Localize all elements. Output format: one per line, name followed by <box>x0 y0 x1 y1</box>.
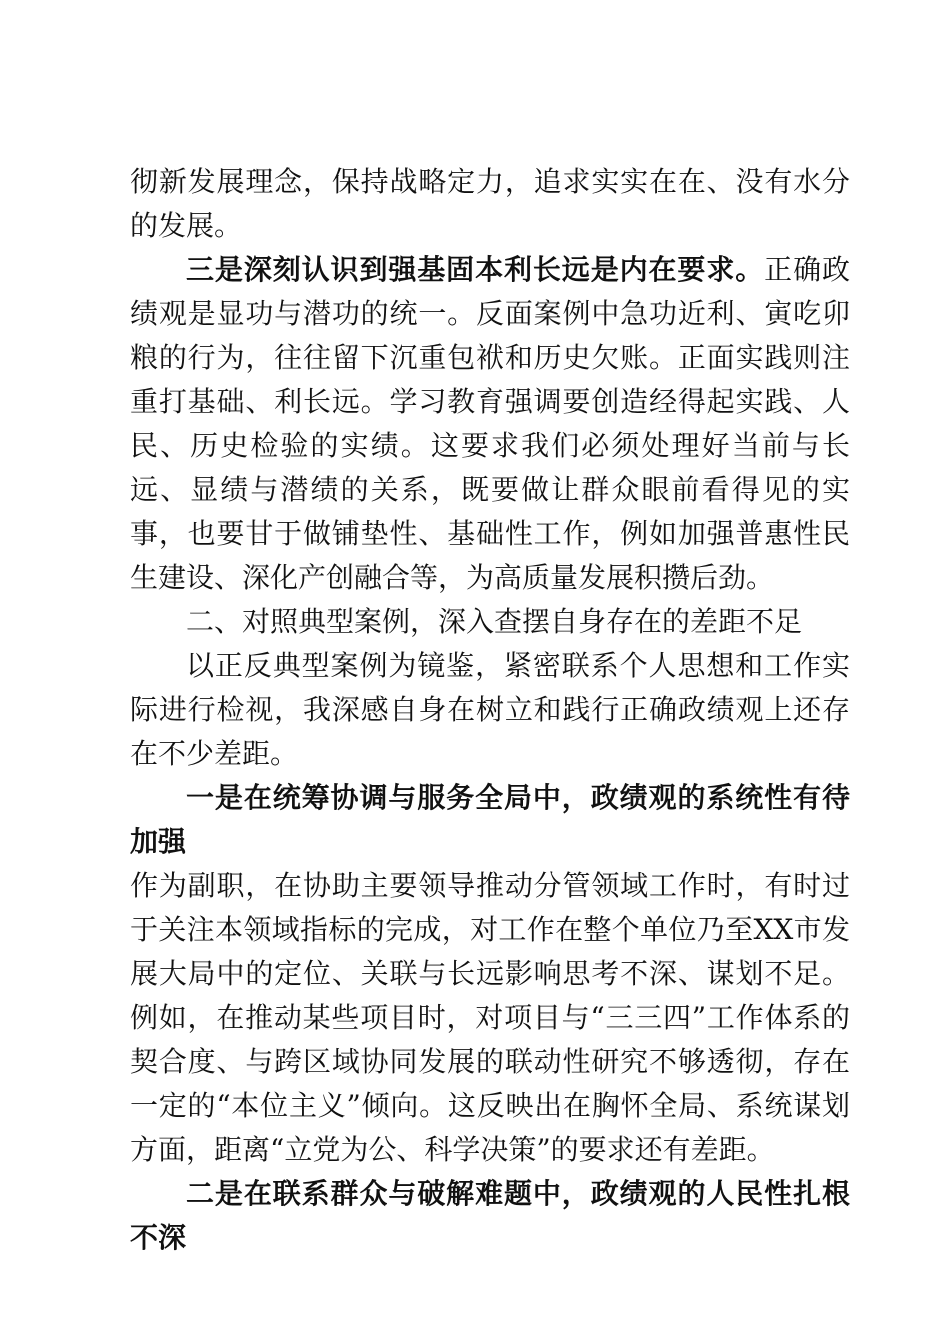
point-two-lead: 二是在联系群众与破解难题中，政绩观的人民性扎根不深 <box>130 1177 850 1254</box>
point-one-body: 作为副职，在协助主要领导推动分管领域工作时，有时过于关注本领域指标的完成，对工作在整个单位乃至XX市发展大局中的定位、关联与长远影响思考不深、谋划不足。例如，在推动某些项目时，对项目与“三三四”工作体系的契合度、与跨区域协同发展的联动性研究不够透彻，存在一定的“本位主义”倾向。这反映出在胸怀全局、系统谋划方面，距离“立党为公、科学决策”的要求还有差距。 <box>130 869 850 1166</box>
section-two-intro <box>130 644 850 776</box>
continuation-paragraph <box>130 160 850 248</box>
paragraph-point-three <box>130 248 850 600</box>
point-three-body: 正确政绩观是显功与潜功的统一。反面案例中急功近利、寅吃卯粮的行为，往往留下沉重包袱和历史欠账。正面实践则注重打基础、利长远。学习教育强调要创造经得起实践、人民、历史检验的实绩。这要求我们必须处理好当前与长远、显绩与潜绩的关系，既要做让群众眼前看得见的实事，也要甘于做铺垫性、基础性工作，例如加强普惠性民生建设、深化产创融合等，为高质量发展积攒后劲。 <box>130 253 850 594</box>
point-one-lead: 一是在统筹协调与服务全局中，政绩观的系统性有待加强 <box>130 781 850 858</box>
point-one-paragraph <box>130 864 850 1172</box>
section-two-heading <box>130 600 850 644</box>
point-two-heading <box>130 1172 850 1260</box>
point-one-heading <box>130 776 850 864</box>
point-three-lead: 三是深刻认识到强基固本利长远是内在要求。 <box>186 253 765 286</box>
document-body <box>130 160 850 1260</box>
section-two-heading-text: 二、对照典型案例，深入查摆自身存在的差距不足 <box>186 605 803 638</box>
continuation-text: 彻新发展理念，保持战略定力，追求实实在在、没有水分的发展。 <box>130 165 850 242</box>
section-two-intro-text: 以正反典型案例为镜鉴，紧密联系个人思想和工作实际进行检视，我深感自身在树立和践行正确政绩观上还存在不少差距。 <box>130 649 850 770</box>
